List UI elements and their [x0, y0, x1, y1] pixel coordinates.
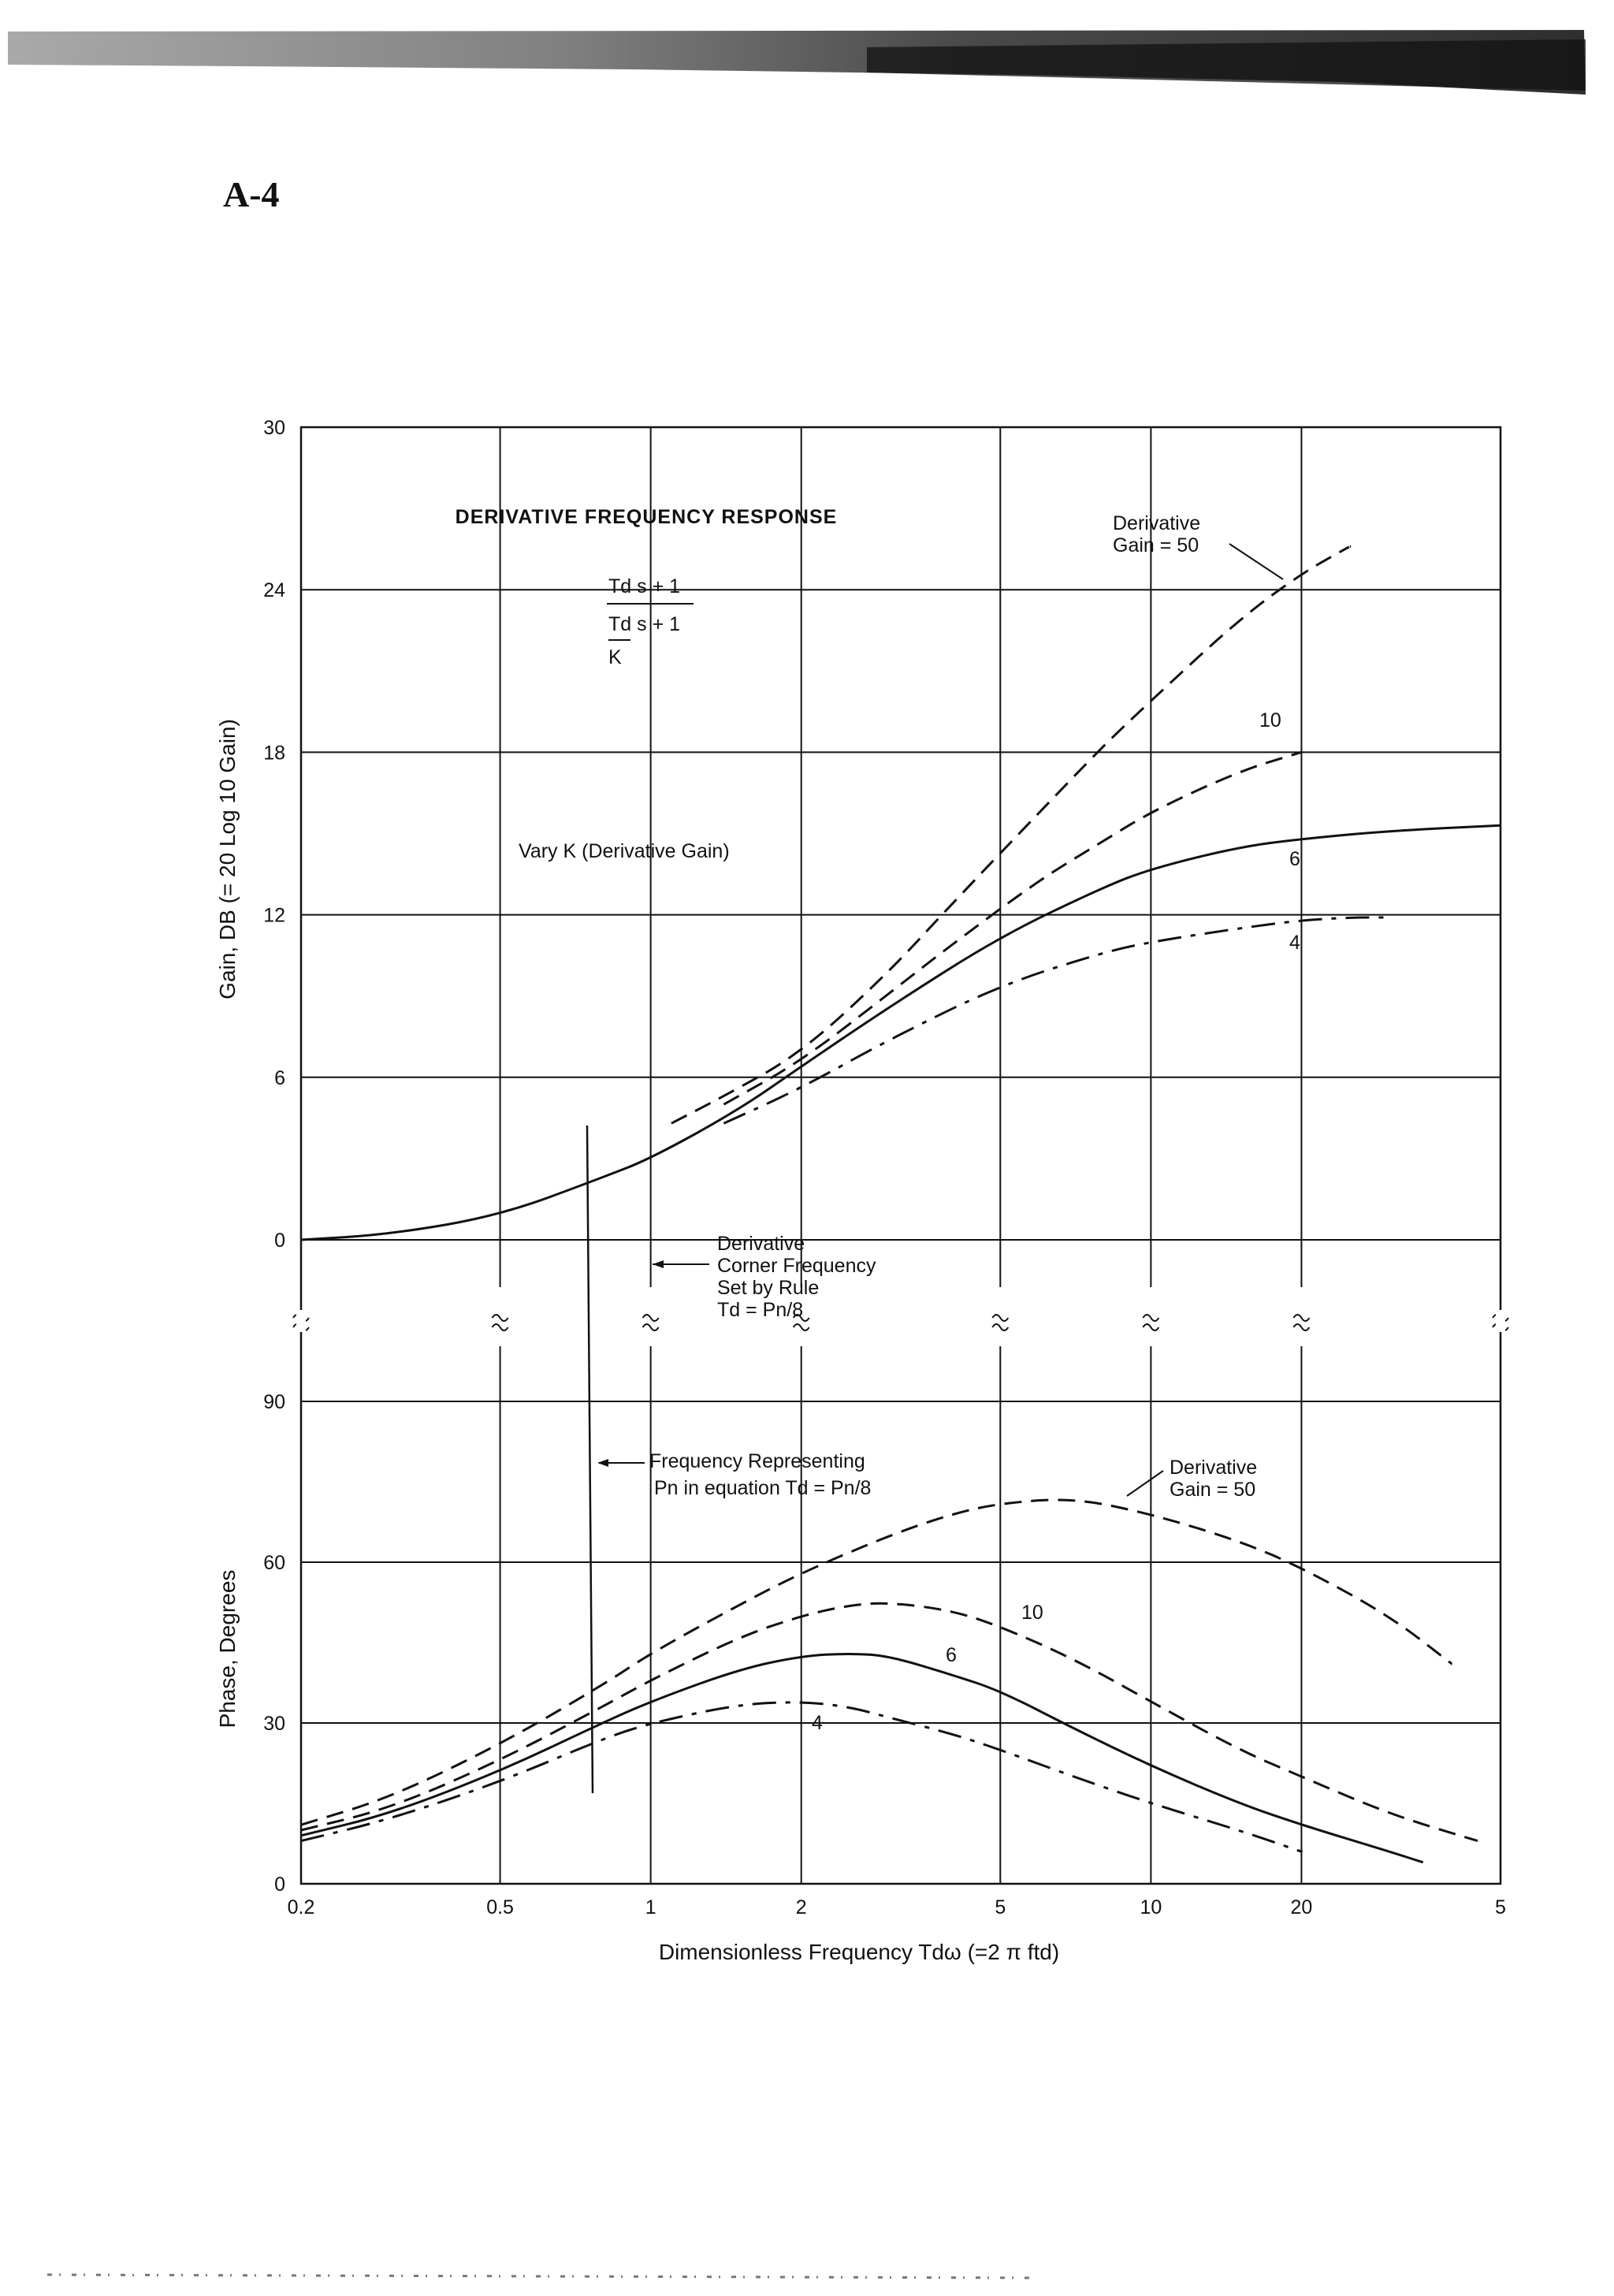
- corner-frequency-line2: Corner Frequency: [717, 1255, 876, 1277]
- gain-tick-label: 0: [274, 1230, 285, 1252]
- gain-series-label-6: 6: [1289, 848, 1300, 870]
- x-tick-label: 0.5: [486, 1896, 514, 1918]
- formula-numerator: Td s + 1: [608, 575, 681, 597]
- phase-tick-label: 0: [274, 1874, 285, 1896]
- phase-tick-label: 30: [263, 1713, 285, 1735]
- axis-break-mark: [493, 1315, 508, 1330]
- corner-frequency-line1: Derivative: [717, 1233, 805, 1255]
- phase-series-label-6: 6: [946, 1644, 957, 1666]
- axis-break-gap-left: [296, 1310, 306, 1332]
- grid-layer: [293, 427, 1508, 1884]
- gain-tick-label: 12: [263, 904, 285, 927]
- corner-frequency-arrowhead: [653, 1260, 664, 1268]
- x-tick-label: 5: [1495, 1896, 1506, 1918]
- gain-series-line: [301, 825, 1501, 1240]
- x-tick-label: 10: [1140, 1896, 1162, 1918]
- axis-break-mark: [992, 1315, 1008, 1330]
- phase-tick-label: 90: [263, 1391, 285, 1413]
- formula-denominator-bottom: K: [608, 646, 622, 668]
- phase-series-label-10: 10: [1021, 1602, 1043, 1624]
- gain-axis-title: Gain, DB (= 20 Log 10 Gain): [215, 719, 240, 999]
- phase-50-leader: [1127, 1471, 1163, 1496]
- x-tick-label: 20: [1290, 1896, 1313, 1918]
- page-label: A-4: [223, 174, 280, 214]
- gain-chart-title: DERIVATIVE FREQUENCY RESPONSE: [455, 506, 838, 528]
- formula-denominator-top: Td s + 1: [608, 613, 681, 635]
- gain-series-label-50: Derivative: [1113, 512, 1201, 534]
- pn-frequency-line: [587, 1126, 593, 1793]
- axis-break-mark: [1143, 1315, 1158, 1330]
- series-layer: [301, 546, 1501, 1862]
- phase-series-line: [301, 1500, 1452, 1825]
- gain-tick-label: 30: [263, 417, 285, 439]
- pn-frequency-arrowhead: [597, 1459, 608, 1467]
- corner-frequency-line3: Set by Rule: [717, 1277, 820, 1299]
- axis-break-mark: [1293, 1315, 1309, 1330]
- gain-tick-label: 18: [263, 742, 285, 765]
- gain-series-label-10: 10: [1259, 709, 1281, 731]
- phase-tick-label: 60: [263, 1552, 285, 1574]
- pn-frequency-line1: Frequency Representing: [649, 1450, 865, 1472]
- phase-axis-title: Phase, Degrees: [215, 1569, 240, 1729]
- x-tick-label: 2: [795, 1896, 807, 1918]
- gain-tick-label: 6: [274, 1066, 285, 1089]
- phase-series-label-50: Derivative: [1170, 1457, 1258, 1479]
- axis-break-gap-right: [1496, 1310, 1505, 1332]
- gain-series-line: [671, 546, 1350, 1123]
- scan-noise-footer: [47, 2262, 1032, 2286]
- gain-series-label-50: Gain = 50: [1113, 534, 1199, 556]
- text-layer: [215, 417, 1506, 1964]
- axis-break-mark: [643, 1315, 659, 1330]
- pn-frequency-line2: Pn in equation Td = Pn/8: [654, 1477, 872, 1499]
- gain-tick-label: 24: [263, 579, 285, 602]
- gain-chart-subtitle: Vary K (Derivative Gain): [519, 840, 730, 862]
- corner-frequency-line4: Td = Pn/8: [717, 1299, 804, 1321]
- gain-50-leader: [1229, 544, 1283, 579]
- gain-series-label-4: 4: [1289, 932, 1300, 954]
- x-tick-label: 1: [645, 1896, 656, 1918]
- plot-frame: [301, 427, 1501, 1884]
- x-axis-title: Dimensionless Frequency Tdω (=2 π ftd): [658, 1940, 1060, 1964]
- gain-series-line: [723, 752, 1301, 1104]
- x-tick-label: 0.2: [287, 1896, 315, 1918]
- phase-series-line: [301, 1654, 1423, 1862]
- x-tick-label: 5: [995, 1896, 1006, 1918]
- phase-series-label-50: Gain = 50: [1170, 1479, 1256, 1501]
- phase-series-label-4: 4: [812, 1712, 823, 1734]
